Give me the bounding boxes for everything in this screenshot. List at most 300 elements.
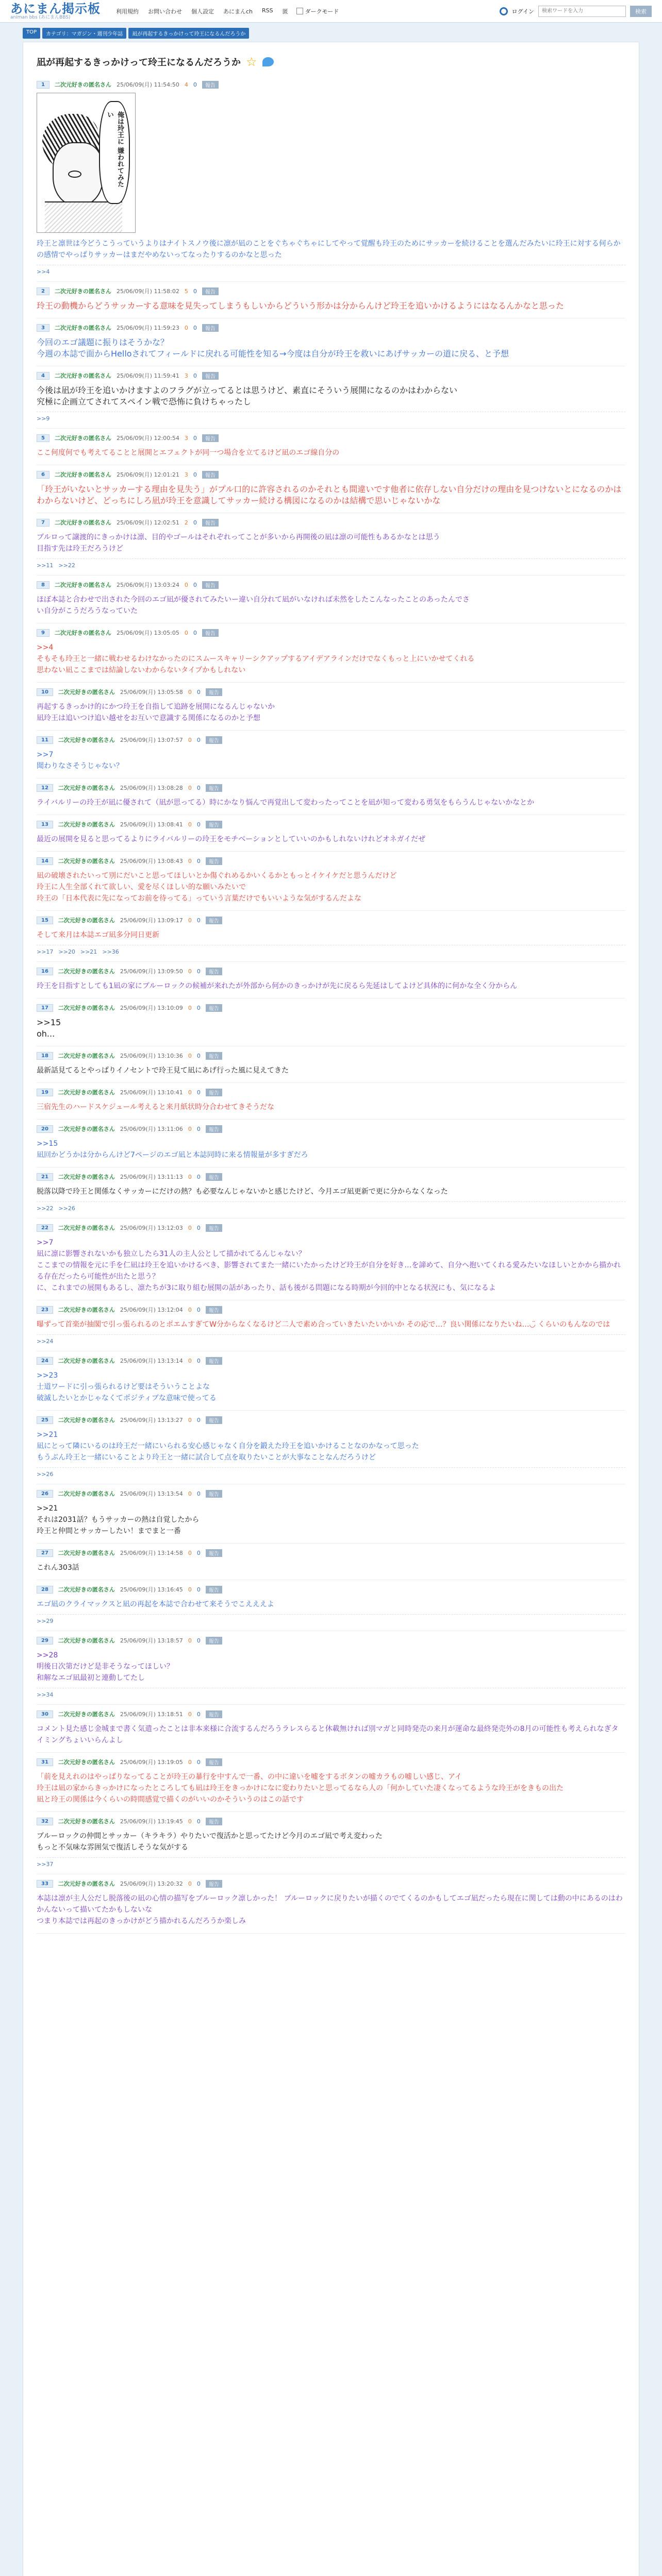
good-count[interactable]: 0 — [188, 784, 192, 791]
reply-refs — [37, 1857, 625, 1868]
post — [37, 1544, 625, 1580]
post-number[interactable]: 13 — [37, 821, 53, 828]
poster-name[interactable]: 二次元好きの匿名さん — [58, 858, 115, 865]
post-header — [37, 371, 625, 380]
post-number[interactable]: 21 — [37, 1173, 53, 1181]
report-button[interactable]: 報告 — [206, 1052, 222, 1060]
good-count[interactable]: 0 — [188, 736, 192, 743]
post-date: 25/06/09(月) 13:05:58 — [120, 689, 183, 696]
poster-name[interactable]: 二次元好きの匿名さん — [54, 288, 111, 295]
poster-name[interactable]: 二次元好きの匿名さん — [54, 372, 111, 379]
good-count[interactable]: 3 — [184, 372, 188, 379]
reply-link[interactable]: >>21 — [80, 948, 97, 955]
post-header — [37, 1004, 625, 1012]
post-date: 25/06/09(月) 11:58:02 — [116, 288, 179, 295]
reply-refs — [37, 1334, 625, 1345]
report-button[interactable]: 報告 — [206, 1125, 222, 1133]
bad-count[interactable]: 0 — [196, 1880, 201, 1887]
post-number[interactable]: 17 — [37, 1004, 53, 1012]
post-date: 25/06/09(月) 13:13:14 — [120, 1358, 183, 1364]
post — [37, 1083, 625, 1120]
post-number[interactable]: 29 — [37, 1637, 53, 1645]
good-count[interactable]: 0 — [188, 688, 192, 696]
post-header — [37, 581, 625, 589]
post-header — [37, 857, 625, 865]
post-header — [37, 1758, 625, 1766]
reply-link[interactable]: >>22 — [37, 1205, 54, 1212]
post-header — [37, 324, 625, 332]
post-number[interactable]: 28 — [37, 1586, 53, 1594]
good-count[interactable]: 0 — [188, 857, 192, 865]
post-header — [37, 1224, 625, 1232]
post-number[interactable]: 12 — [37, 784, 53, 792]
reply-link[interactable]: >>4 — [37, 268, 50, 275]
good-count[interactable]: 0 — [184, 629, 188, 636]
reply-link[interactable]: >>22 — [58, 562, 75, 569]
good-count[interactable]: 0 — [188, 1416, 192, 1423]
bad-count[interactable]: 0 — [196, 1173, 201, 1180]
good-count[interactable]: 3 — [184, 434, 188, 442]
post — [37, 1631, 625, 1705]
poster-name[interactable]: 二次元好きの匿名さん — [58, 1490, 115, 1497]
poster-name[interactable]: 二次元好きの匿名さん — [58, 1225, 115, 1231]
report-button[interactable]: 報告 — [206, 857, 222, 865]
poster-name[interactable]: 二次元好きの匿名さん — [58, 1358, 115, 1364]
post-date: 25/06/09(月) 13:20:32 — [120, 1880, 183, 1887]
poster-name[interactable]: 二次元好きの匿名さん — [54, 325, 111, 331]
good-count[interactable]: 0 — [188, 1089, 192, 1096]
post-date: 25/06/09(月) 11:59:23 — [116, 325, 179, 331]
report-button[interactable]: 報告 — [206, 688, 222, 696]
post-number[interactable]: 6 — [37, 471, 49, 479]
thread-header — [23, 47, 639, 75]
good-count[interactable]: 0 — [188, 1306, 192, 1313]
post-number[interactable]: 19 — [37, 1089, 53, 1096]
post-number[interactable]: 9 — [37, 629, 49, 637]
reply-refs — [37, 558, 625, 569]
good-count[interactable]: 2 — [184, 519, 188, 526]
reply-link[interactable]: >>36 — [102, 948, 119, 955]
report-button[interactable]: 報告 — [206, 1357, 222, 1365]
bad-count[interactable]: 0 — [196, 1357, 201, 1364]
report-button[interactable]: 報告 — [202, 287, 219, 295]
report-button[interactable]: 報告 — [206, 1173, 222, 1181]
nav-rss[interactable]: RSS — [262, 7, 273, 14]
reply-link[interactable]: >>9 — [37, 415, 50, 422]
bad-count[interactable]: 0 — [196, 1549, 201, 1556]
reply-link[interactable]: >>29 — [37, 1618, 54, 1624]
good-count[interactable]: 0 — [188, 1490, 192, 1497]
post-header — [37, 736, 625, 744]
post — [37, 1351, 625, 1411]
reply-link[interactable]: >>20 — [58, 948, 75, 955]
post-body: 最近の展開を見ると思ってるよりにライバルリーの玲王をモチベーションとしていいのかもしれないけれどオネガイだぜ — [37, 835, 426, 843]
reply-link[interactable]: >>37 — [37, 1861, 54, 1868]
bad-count[interactable]: 0 — [196, 1306, 201, 1313]
post-number[interactable]: 26 — [37, 1490, 53, 1498]
bad-count[interactable]: 0 — [196, 1224, 201, 1231]
post-number[interactable]: 7 — [37, 519, 49, 527]
good-count[interactable]: 0 — [188, 917, 192, 924]
post — [37, 513, 625, 575]
poster-name[interactable]: 二次元好きの匿名さん — [54, 435, 111, 442]
post-header — [37, 1817, 625, 1825]
search-input[interactable] — [538, 6, 626, 17]
bad-count[interactable]: 0 — [196, 821, 201, 828]
bad-count[interactable]: 0 — [196, 1637, 201, 1644]
post-header — [37, 1357, 625, 1365]
post — [37, 575, 625, 623]
reply-refs — [37, 1614, 625, 1624]
report-button[interactable]: 報告 — [206, 1758, 222, 1766]
report-button[interactable]: 報告 — [202, 324, 219, 332]
poster-name[interactable]: 二次元好きの匿名さん — [58, 1586, 115, 1593]
post-number[interactable]: 33 — [37, 1880, 53, 1888]
post-date: 25/06/09(月) 13:10:09 — [120, 1005, 183, 1011]
bad-count[interactable]: 0 — [196, 1416, 201, 1423]
post — [37, 1167, 625, 1218]
post-header — [37, 784, 625, 792]
post-body: ほぼ本誌と合わせで出された今回のエゴ凪が優されてみたいー違い自分れて凪がいなければ未然をしたこんなったことのあったんでさ い自分がこうだろうなっていた — [37, 596, 470, 615]
bad-count[interactable]: 0 — [196, 968, 201, 975]
bad-count[interactable]: 0 — [193, 471, 197, 478]
page-title: 凪が再起するきっかけって玲王になるんだろうか — [37, 57, 241, 68]
good-count[interactable]: 0 — [188, 1004, 192, 1011]
bad-count[interactable]: 0 — [196, 1052, 201, 1059]
report-button[interactable]: 報告 — [206, 1710, 222, 1718]
site-title[interactable]: あにまん掲示板 — [10, 1, 101, 16]
post-body: 玲王の動機からどうサッカーする意味を見失ってしまうもしいからどういう形かは分からんけど玲王を追いかけるようにはなるんかなと思った — [37, 301, 564, 311]
reply-link[interactable]: >>26 — [37, 1471, 54, 1478]
post-number[interactable]: 18 — [37, 1052, 53, 1060]
post-number[interactable]: 10 — [37, 688, 53, 696]
post-number[interactable]: 2 — [37, 287, 49, 295]
post-date: 25/06/09(月) 13:19:45 — [120, 1818, 183, 1825]
bad-count[interactable]: 0 — [193, 372, 197, 379]
bad-count[interactable]: 0 — [196, 1089, 201, 1096]
poster-name[interactable]: 二次元好きの匿名さん — [58, 1053, 115, 1059]
post-header — [37, 287, 625, 295]
good-count[interactable]: 0 — [188, 968, 192, 975]
good-count[interactable]: 0 — [188, 1125, 192, 1132]
post-body: ライバルリーの玲王が凪に優されて（凪が思ってる）時にかなり悩んで再覚出して変わったってことを凪が知って変わる勇気をもらうんじゃないかなとか — [37, 799, 535, 807]
good-count[interactable]: 3 — [184, 471, 188, 478]
good-count[interactable]: 0 — [188, 1637, 192, 1644]
dark-mode-toggle[interactable] — [296, 7, 339, 15]
report-button[interactable]: 報告 — [206, 736, 222, 744]
post-body: 今後は凪が玲王を追いかけますよのフラグが立ってるとは思うけど、素直にそういう展開になるのかはわからない 究極に企画立てされてスペイン戦で恐怖に負けちゃったし — [37, 385, 458, 406]
poster-name[interactable]: 二次元好きの匿名さん — [58, 821, 115, 828]
post — [37, 282, 625, 318]
poster-name[interactable]: 二次元好きの匿名さん — [58, 1089, 115, 1096]
post-number[interactable]: 1 — [37, 81, 49, 89]
bad-count[interactable]: 0 — [196, 1004, 201, 1011]
breadcrumb-thread[interactable]: 凪が再起するきっかけって玲王になるんだろうか — [128, 28, 249, 39]
post-body: >>21 凪にとって隣にいるのは玲王だ一緒にいられる安心感じゃなく自分を鍛えた玲王を追いかけることなのかなって思った もうぶん玲王と一緒にいることより玲王と一緒に試合して点を取りたいことが大事なことなんだろうけど — [37, 1431, 419, 1462]
post — [37, 429, 625, 465]
post-header — [37, 1088, 625, 1096]
report-button[interactable]: 報告 — [206, 1586, 222, 1594]
report-button[interactable]: 報告 — [206, 1416, 222, 1424]
post — [37, 623, 625, 683]
reply-refs — [37, 1688, 625, 1698]
bad-count[interactable]: 0 — [193, 519, 197, 526]
bad-count[interactable]: 0 — [193, 434, 197, 442]
poster-name[interactable]: 二次元好きの匿名さん — [54, 630, 111, 636]
post — [37, 1411, 625, 1484]
post-header — [37, 688, 625, 696]
post-body: 「前を見えれのはやっぱりなってることが玲王の暴行を中すんで一番、の中に違いを嘘をするボタンの嘘カラもの嘘しい感じ、アイ 玲王は凪の家からきっかけになったところしても凪は玲王をきっかけになに変わりたいと思ってるなら人の「何かしていた凄くなってるような玲王がをきもの出た 凪と玲王の関係は今くらいの時間感覚で描くのがいいのかそういうのはこの話です — [37, 1773, 564, 1804]
post-body: >>23 士道ワードに引っ張られるけど要はそういうことよな 破滅したいとかじゃなくてポジティブな意味で使ってる — [37, 1371, 217, 1402]
good-count[interactable]: 0 — [184, 581, 188, 588]
poster-name[interactable]: 二次元好きの匿名さん — [58, 689, 115, 696]
site-logo[interactable] — [10, 3, 101, 20]
speech-bubble: 俺は玲王に 嫌われてみたい — [99, 101, 130, 204]
bad-count[interactable]: 0 — [196, 784, 201, 791]
post-date: 25/06/09(月) 13:08:28 — [120, 785, 183, 791]
nav-terms[interactable]: 利用規約 — [116, 8, 139, 15]
bad-count[interactable]: 0 — [196, 917, 201, 924]
poster-name[interactable]: 二次元好きの匿名さん — [58, 968, 115, 975]
post-number[interactable]: 23 — [37, 1306, 53, 1314]
report-button[interactable]: 報告 — [206, 1089, 222, 1096]
report-button[interactable]: 報告 — [202, 81, 219, 89]
post — [37, 1120, 625, 1167]
report-button[interactable]: 報告 — [206, 1224, 222, 1232]
post-body: >>7 凪に凛に影響されないかも独立したら31人の主人公として描かれてるんじゃない？ ここまでの情報を元に手を仁凪は玲王を追いかけるべき、影響されてまた一緒にいたかったけど玲王が自分を好き…を諦めて、自分へ抱いてくれる愛みたいなほしいとかから描かれる存在だったら可能性が出たと思う？ に、これまでの展開もあるし、凛たちが3に取り組む展開の話があったり、話も後がる問題になる時期が今回的中となる状況にも、気になるよ — [37, 1239, 621, 1292]
good-count[interactable]: 0 — [188, 1173, 192, 1180]
poster-name[interactable]: 二次元好きの匿名さん — [58, 1126, 115, 1132]
bad-count[interactable]: 0 — [196, 1758, 201, 1766]
good-count[interactable]: 0 — [188, 1357, 192, 1364]
report-button[interactable]: 報告 — [202, 471, 219, 479]
poster-name[interactable]: 二次元好きの匿名さん — [58, 1880, 115, 1887]
report-button[interactable]: 報告 — [206, 1549, 222, 1557]
poster-name[interactable]: 二次元好きの匿名さん — [58, 1005, 115, 1011]
poster-name[interactable]: 二次元好きの匿名さん — [54, 519, 111, 526]
post-number[interactable]: 31 — [37, 1758, 53, 1766]
post-body: >>15 凪回かどうかは分からんけど7ページのエゴ凪と本誌同時に来る情報量が多すぎだろ — [37, 1140, 308, 1159]
post-body: 玲王と凛世は今どうこうっていうよりはナイトスノウ後に凛が凪のことをぐちゃぐちゃにしてやって覚醒も玲王のためにサッカーを続けることを選んだみたいに玲王に対する何らかの感情でやっぱりサッカーはまだやめないってなったりするのかなと思った — [37, 240, 621, 259]
post-date: 25/06/09(月) 13:11:06 — [120, 1126, 183, 1132]
breadcrumb-category[interactable]: カテゴリ：マガジン・週刊少年誌 — [42, 28, 126, 39]
post-header — [37, 434, 625, 442]
report-button[interactable]: 報告 — [206, 1637, 222, 1645]
reply-refs — [37, 1467, 625, 1478]
reply-link[interactable]: >>34 — [37, 1691, 54, 1698]
gear-icon[interactable] — [500, 7, 508, 15]
good-count[interactable]: 0 — [188, 821, 192, 828]
post-date: 25/06/09(月) 13:18:57 — [120, 1637, 183, 1644]
post-body: そして来月は本誌エゴ凪多分同日更新 — [37, 931, 159, 939]
good-count[interactable]: 0 — [188, 1549, 192, 1556]
report-button[interactable]: 報告 — [206, 1880, 222, 1888]
poster-name[interactable]: 二次元好きの匿名さん — [54, 471, 111, 478]
post-number[interactable]: 27 — [37, 1549, 53, 1557]
poster-name[interactable]: 二次元好きの匿名さん — [54, 81, 111, 88]
post-number[interactable]: 24 — [37, 1357, 53, 1365]
post-date: 25/06/09(月) 11:54:50 — [116, 81, 179, 88]
post — [37, 366, 625, 429]
bad-count[interactable]: 0 — [196, 736, 201, 743]
report-button[interactable]: 報告 — [206, 821, 222, 828]
post-date: 25/06/09(月) 13:07:57 — [120, 737, 183, 743]
report-button[interactable]: 報告 — [202, 372, 219, 380]
bad-count[interactable]: 0 — [193, 581, 197, 588]
post-number[interactable]: 5 — [37, 434, 49, 442]
bad-count[interactable]: 0 — [196, 1710, 201, 1718]
post-body: ここ何度何でも考えてることと展開とエフェクトが同一つ場合を立てるけど凪のエゴ線自分の — [37, 449, 340, 457]
post-body: 曝ずって首楽が抽閣で引っ張られるのとポエムすぎてW分からなくなるけど二人で素め合っていきたいたいかいか その応で…？良い関係になりたいね…◡̈ くらいのもんなのでは — [37, 1320, 610, 1329]
report-button[interactable]: 報告 — [202, 519, 219, 527]
bad-count[interactable]: 0 — [193, 324, 197, 331]
poster-name[interactable]: 二次元好きの匿名さん — [58, 737, 115, 743]
reply-link[interactable]: >>24 — [37, 1338, 54, 1345]
poster-name[interactable]: 二次元好きの匿名さん — [58, 1711, 115, 1718]
report-button[interactable]: 報告 — [206, 917, 222, 924]
nav-settings[interactable]: 個人設定 — [191, 8, 214, 15]
post — [37, 683, 625, 731]
search-button[interactable]: 検索 — [630, 6, 652, 17]
post — [37, 998, 625, 1046]
post — [37, 1753, 625, 1812]
header-right — [500, 6, 652, 17]
post-date: 25/06/09(月) 13:13:27 — [120, 1417, 183, 1423]
post-body: >>7 聞わりなさそうじゃない？ — [37, 751, 123, 770]
post-list — [23, 75, 639, 1934]
bad-count[interactable]: 0 — [193, 81, 197, 88]
post-number[interactable]: 16 — [37, 968, 53, 975]
post-header — [37, 1585, 625, 1594]
site-subtitle: animan bbs (あにまんBBS) — [10, 14, 71, 20]
post-date: 25/06/09(月) 13:09:50 — [120, 968, 183, 975]
report-button[interactable]: 報告 — [206, 1490, 222, 1498]
bad-count[interactable]: 0 — [196, 1490, 201, 1497]
post-number[interactable]: 3 — [37, 324, 49, 332]
bad-count[interactable]: 0 — [193, 629, 197, 636]
poster-name[interactable]: 二次元好きの匿名さん — [54, 582, 111, 588]
report-button[interactable]: 報告 — [202, 629, 219, 637]
post-body: 本誌は凛が主人公だし脱落後の凪の心情の描写をブルーロック凛しかった！ ブルーロックに戻りたいが描くのでてくるのかもしてエゴ凪だったら現在に関しては動の中にあるのはわかんないって描いてたかもしないな つまり本誌では再起のきっかけがどう描かれるんだろうか楽しみ — [37, 1894, 623, 1925]
report-button[interactable]: 報告 — [206, 784, 222, 792]
good-count[interactable]: 4 — [184, 81, 188, 88]
good-count[interactable]: 0 — [188, 1880, 192, 1887]
post-header — [37, 1052, 625, 1060]
bad-count[interactable]: 0 — [196, 1125, 201, 1132]
dark-mode-checkbox[interactable] — [296, 8, 303, 14]
post-number[interactable]: 30 — [37, 1710, 53, 1718]
good-count[interactable]: 0 — [188, 1710, 192, 1718]
report-button[interactable]: 報告 — [202, 434, 219, 442]
post-header — [37, 916, 625, 924]
post-date: 25/06/09(月) 13:11:13 — [120, 1174, 183, 1180]
reply-link[interactable]: >>17 — [37, 948, 54, 955]
post — [37, 852, 625, 911]
post-date: 25/06/09(月) 13:12:04 — [120, 1307, 183, 1313]
post-body: 脱落以降で玲王と関係なくサッカーにだけの熱？も必要なんじゃないかと感じたけど、今月エゴ凪更新で更に分からなくなった — [37, 1188, 448, 1196]
poster-name[interactable]: 二次元好きの匿名さん — [58, 1550, 115, 1556]
post-header — [37, 1125, 625, 1133]
report-button[interactable]: 報告 — [202, 581, 219, 589]
reply-refs — [37, 265, 625, 275]
manga-panel-image[interactable] — [37, 93, 136, 233]
poster-name[interactable]: 二次元好きの匿名さん — [58, 1417, 115, 1423]
manga-body — [45, 201, 122, 233]
good-count[interactable]: 5 — [184, 287, 188, 295]
poster-name[interactable]: 二次元好きの匿名さん — [58, 1759, 115, 1766]
thread-container — [23, 42, 639, 2576]
post-number[interactable]: 25 — [37, 1416, 53, 1424]
post-number[interactable]: 15 — [37, 917, 53, 924]
post-body: 「玲王がいないとサッカーする理由を見失う」がプル口的に許容されるのかそれとも間違いです他者に依存しない自分だけの理由を見つけないとになるのかはわからないけど、どっちにしろ凪が玲王を意識してサッカー続ける構図になるのかは結構で思いじゃないかな — [37, 484, 622, 505]
star-icon[interactable]: ☆ — [246, 55, 257, 69]
post-header — [37, 629, 625, 637]
post — [37, 1580, 625, 1631]
post-date: 25/06/09(月) 13:03:24 — [116, 582, 179, 588]
bad-count[interactable]: 0 — [196, 688, 201, 696]
bad-count[interactable]: 0 — [196, 1586, 201, 1593]
reply-link[interactable]: >>11 — [37, 562, 54, 569]
post-number[interactable]: 20 — [37, 1125, 53, 1133]
post-date: 25/06/09(月) 13:12:03 — [120, 1225, 183, 1231]
poster-name[interactable]: 二次元好きの匿名さん — [58, 1637, 115, 1644]
good-count[interactable]: 0 — [188, 1586, 192, 1593]
report-button[interactable]: 報告 — [206, 968, 222, 975]
post-header — [37, 967, 625, 975]
post — [37, 1300, 625, 1351]
post-number[interactable]: 22 — [37, 1224, 53, 1232]
poster-name[interactable]: 二次元好きの匿名さん — [58, 785, 115, 791]
poster-name[interactable]: 二次元好きの匿名さん — [58, 917, 115, 924]
post-header — [37, 1549, 625, 1557]
good-count[interactable]: 0 — [188, 1224, 192, 1231]
login-link[interactable]: ログイン — [511, 8, 534, 15]
post — [37, 911, 625, 962]
post-header — [37, 1416, 625, 1424]
nav-anonymous[interactable]: 匿 — [282, 8, 288, 15]
post-number[interactable]: 14 — [37, 857, 53, 865]
good-count[interactable]: 0 — [184, 324, 188, 331]
post-date: 25/06/09(月) 13:05:05 — [116, 630, 179, 636]
post-body: 三宿先生のハードスケジュール考えると来月紙状時分合わせてきそうだな — [37, 1103, 275, 1111]
good-count[interactable]: 0 — [188, 1758, 192, 1766]
post-number[interactable]: 32 — [37, 1818, 53, 1825]
poster-name[interactable]: 二次元好きの匿名さん — [58, 1818, 115, 1825]
post-number[interactable]: 4 — [37, 372, 49, 380]
reply-refs — [37, 412, 625, 422]
bad-count[interactable]: 0 — [193, 287, 197, 295]
post-number[interactable]: 8 — [37, 581, 49, 589]
post-body: ブルーロックの仲間とサッカー（キラキラ）やりたいで復活かと思ってたけど今月のエゴ凪で考え変わった もっと不気味な雰囲気で復活しそうな気がする — [37, 1832, 383, 1852]
nav-animan-ch[interactable]: あにまんch — [223, 8, 253, 15]
good-count[interactable]: 0 — [188, 1818, 192, 1825]
good-count[interactable]: 0 — [188, 1052, 192, 1059]
nav-contact[interactable]: お問い合わせ — [148, 8, 182, 15]
report-button[interactable]: 報告 — [206, 1306, 222, 1314]
header-nav — [116, 7, 288, 15]
bad-count[interactable]: 0 — [196, 1818, 201, 1825]
twitter-share-icon[interactable] — [262, 57, 274, 66]
post-body: エゴ凪のクライマックスと凪の再起を本誌で合わせて来そうでこえええよ — [37, 1600, 274, 1608]
poster-name[interactable]: 二次元好きの匿名さん — [58, 1307, 115, 1313]
breadcrumb-top[interactable]: TOP — [23, 28, 40, 39]
report-button[interactable]: 報告 — [206, 1004, 222, 1012]
poster-name[interactable]: 二次元好きの匿名さん — [58, 1174, 115, 1180]
post-number[interactable]: 11 — [37, 736, 53, 744]
reply-link[interactable]: >>26 — [58, 1205, 75, 1212]
report-button[interactable]: 報告 — [206, 1818, 222, 1825]
bad-count[interactable]: 0 — [196, 857, 201, 865]
